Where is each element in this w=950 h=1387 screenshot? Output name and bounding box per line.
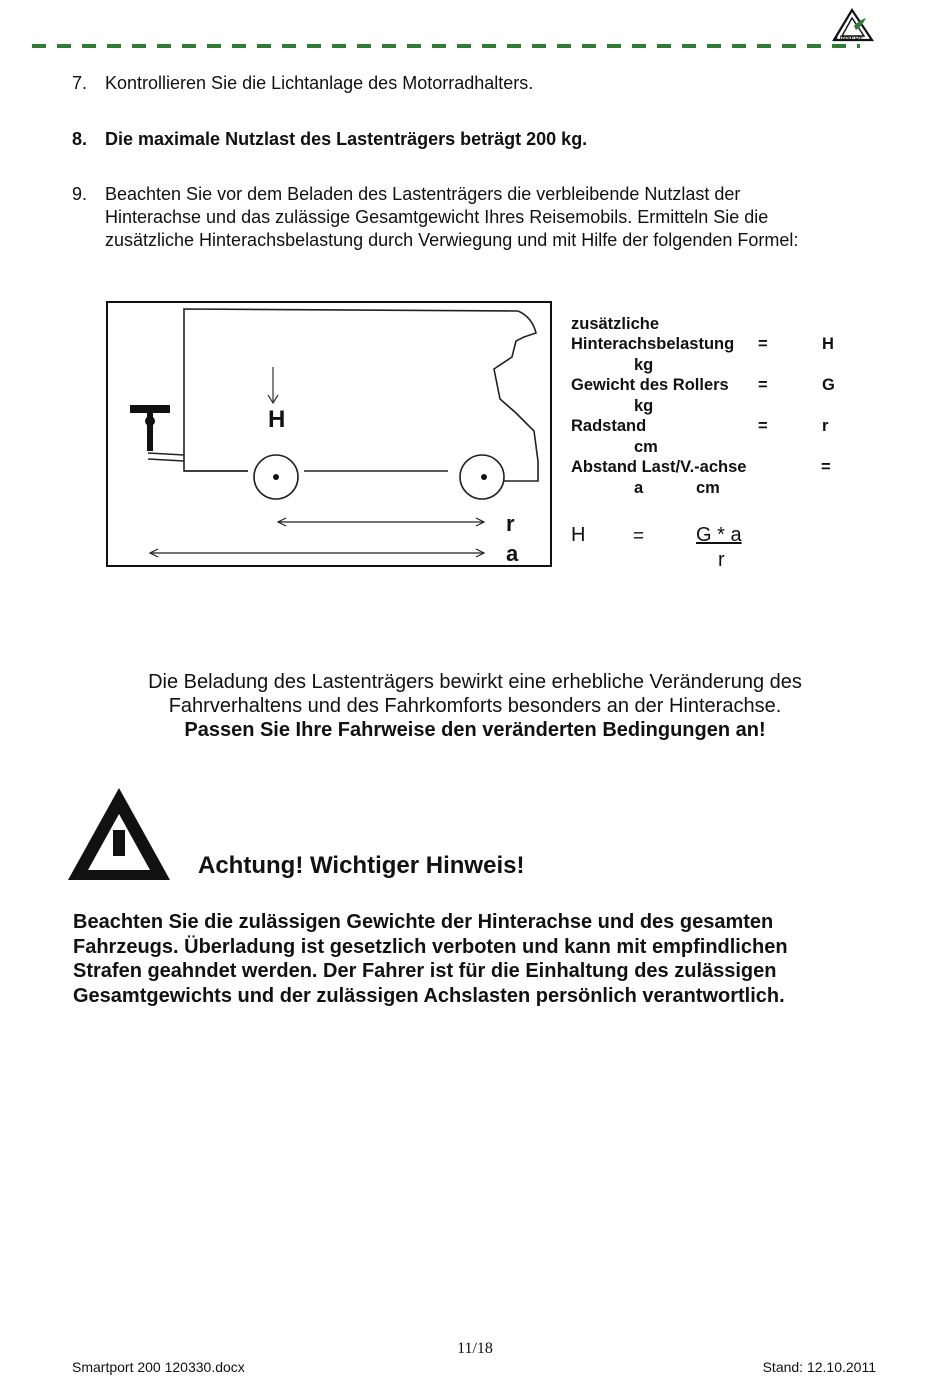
footer-doc-name: Smartport 200 120330.docx	[72, 1359, 245, 1375]
warning-line: Beachten Sie die zulässigen Gewichte der Hinterachse und des gesamten	[73, 911, 774, 933]
warning-line: Fahrzeugs. Überladung ist gesetzlich verboten und kann mit empfindlichen	[73, 935, 788, 958]
legend-symbol: a	[634, 479, 644, 497]
logo-text: LINNEPE	[836, 36, 864, 42]
header-dashed-rule	[32, 44, 860, 48]
legend-symbol: H	[822, 335, 834, 353]
item-number: 7.	[72, 73, 88, 93]
legend-unit: kg	[634, 356, 654, 374]
legend-equals: =	[758, 417, 768, 435]
formula-numerator: G * a	[696, 524, 742, 546]
legend-unit: kg	[634, 397, 654, 415]
formula-equals: =	[633, 526, 645, 547]
warning-text	[73, 910, 873, 1008]
item-text: Die maximale Nutzlast des Lastenträgers beträgt 200 kg.	[105, 129, 588, 149]
item-text-line: Beachten Sie vor dem Beladen des Lastenträgers die verbleibende Nutzlast der	[105, 184, 741, 204]
notice-line: Die Beladung des Lastenträgers bewirkt eine erhebliche Veränderung des	[148, 671, 802, 693]
load-diagram-figure	[106, 301, 552, 567]
legend-symbol: G	[822, 376, 835, 394]
warning-line: Strafen geahndet werden. Der Fahrer ist für die Einhaltung des zulässigen	[73, 960, 777, 982]
legend-equals: =	[821, 458, 831, 476]
item-text: Kontrollieren Sie die Lichtanlage des Motorradhalters.	[105, 73, 534, 93]
label-r: r	[506, 511, 515, 536]
legend-unit: cm	[634, 438, 658, 456]
legend-equals: =	[758, 376, 768, 394]
label-h: H	[268, 406, 286, 433]
legend-symbol: r	[822, 417, 829, 435]
warning-triangle-icon	[64, 784, 174, 884]
page-number: 11/18	[457, 1340, 493, 1357]
warning-title: Achtung! Wichtiger Hinweis!	[198, 852, 525, 879]
item-text-line: Hinterachse und das zulässige Gesamtgewicht Ihres Reisemobils. Ermitteln Sie die	[105, 207, 769, 227]
item-text-line: zusätzliche Hinterachsbelastung durch Verwiegung und mit Hilfe der folgenden Formel:	[105, 230, 799, 250]
legend-unit: cm	[696, 479, 720, 497]
legend-label: Gewicht des Rollers	[571, 376, 729, 394]
motorhome-diagram	[108, 303, 550, 565]
notice-line: Fahrverhaltens und des Fahrkomforts besonders an der Hinterachse.	[168, 695, 782, 717]
footer-date: Stand: 12.10.2011	[762, 1359, 876, 1375]
formula-lhs: H	[571, 524, 586, 546]
legend-label: Radstand	[571, 417, 647, 435]
item-number: 8.	[72, 129, 88, 149]
legend-label: zusätzliche	[571, 315, 660, 333]
item-number: 9.	[72, 184, 88, 204]
formula-denominator: r	[718, 549, 725, 571]
label-a: a	[506, 541, 519, 565]
notice-emphasis: Passen Sie Ihre Fahrweise den veränderten Bedingungen an!	[184, 719, 766, 741]
legend-equals: =	[758, 335, 768, 353]
legend-label: Hinterachsbelastung	[571, 335, 735, 353]
legend-label: Abstand Last/V.-achse	[571, 458, 747, 476]
warning-line: Gesamtgewichts und der zulässigen Achslasten persönlich verantwortlich.	[73, 984, 785, 1007]
